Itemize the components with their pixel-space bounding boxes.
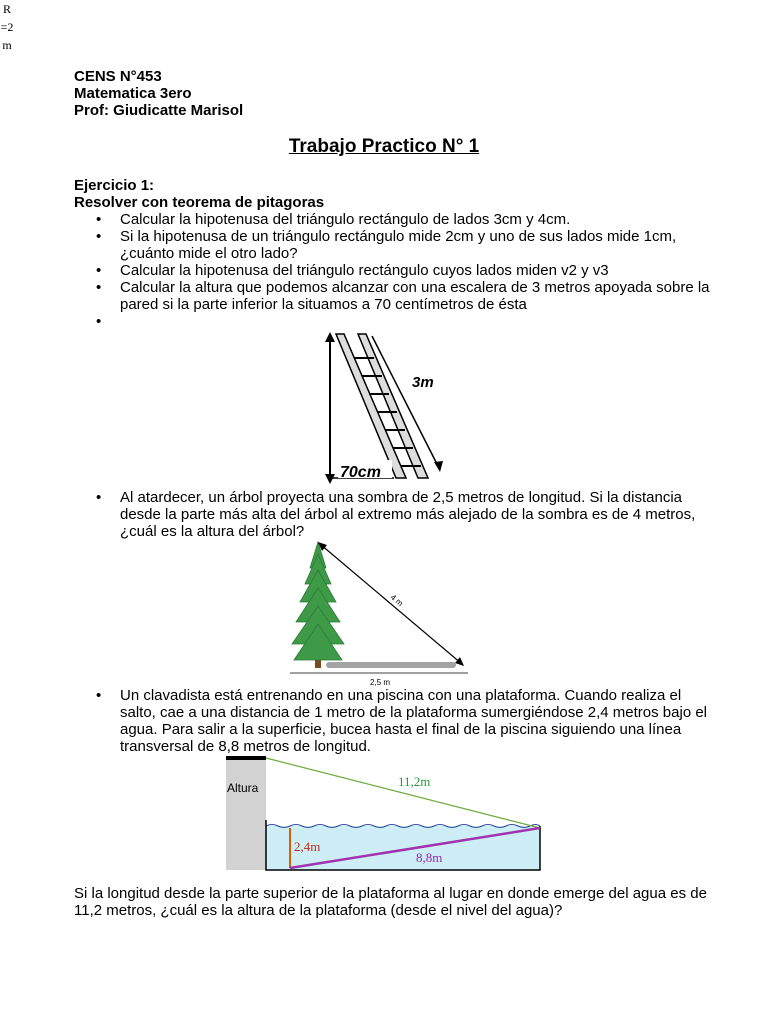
tree-figure	[290, 540, 470, 688]
exercise-subheading: Resolver con teorema de pitagoras	[74, 194, 325, 211]
diag-label: 8,8m	[416, 850, 443, 865]
pool-figure	[224, 754, 544, 872]
final-question: Si la longitud desde la parte superior de la plataforma al lugar en donde emerge del agua es de 11,2 metros, ¿cuál es la altura de la plataforma (desde el nivel del agua)?	[74, 885, 707, 919]
platform	[226, 758, 266, 870]
ladder-length-label: 3m	[412, 374, 434, 391]
corner-note: R=2m	[0, 2, 14, 52]
document-header	[74, 68, 243, 119]
list-item: • Calcular la hipotenusa del triángulo rectángulo de lados 3cm y 4cm.	[74, 211, 714, 228]
exercise-list	[74, 211, 714, 330]
exercise-header	[74, 177, 324, 211]
subject-name: Matematica 3ero	[74, 85, 192, 102]
top-line-label: 11,2m	[398, 774, 431, 789]
list-item: • Calcular la altura que podemos alcanzar con una escalera de 3 metros apoyada sobre la pared si la parte inferior la situamos a 70 centímetros de ésta	[74, 279, 714, 313]
tree-shadow	[326, 662, 456, 668]
tree-hyp-label: 4 m	[388, 592, 405, 609]
arrow-icon	[455, 657, 464, 666]
teacher-name: Prof: Giudicatte Marisol	[74, 102, 244, 119]
school-name: CENS N°453	[74, 68, 162, 85]
ladder-base-label: 70cm	[340, 464, 381, 481]
exercise-heading: Ejercicio 1:	[74, 177, 155, 194]
list-item: • Calcular la hipotenusa del triángulo rectángulo cuyos lados miden v2 y v3	[74, 262, 714, 279]
list-item: • Si la hipotenusa de un triángulo rectángulo mide 2cm y uno de sus lados mide 1cm, ¿cuánto mide el otro lado?	[74, 228, 714, 262]
top-line	[266, 758, 540, 828]
tree-foliage	[292, 542, 344, 660]
depth-label: 2,4m	[294, 839, 321, 854]
ladder-figure	[322, 330, 444, 486]
arrow-up-icon	[325, 332, 335, 342]
platform-label: Altura	[227, 781, 259, 795]
exercise-list-tree	[74, 489, 714, 540]
list-item: • Un clavadista está entrenando en una piscina con una plataforma. Cuando realiza el salto, cae a una distancia de 1 metro de la plataforma sumergiéndose 2,4 metros bajo el agua. Para salir a la superficie, bucea hasta el final de la piscina siguiendo una línea transversal de 8,8 metros de longitud.	[74, 687, 714, 755]
page-title: Trabajo Practico N° 1	[288, 136, 480, 157]
arrow-down-icon	[325, 474, 335, 484]
list-item: • Al atardecer, un árbol proyecta una sombra de 2,5 metros de longitud. Si la distancia desde la parte más alta del árbol al extremo más alejado de la sombra es de 4 metros, ¿cuál es la altura del árbol?	[74, 489, 714, 540]
arrow-icon	[434, 461, 443, 472]
exercise-list-diver	[74, 687, 714, 755]
tree-shadow-label: 2,5 m	[369, 678, 391, 687]
tree-hypotenuse-line	[320, 544, 462, 664]
list-item-empty	[74, 313, 714, 330]
